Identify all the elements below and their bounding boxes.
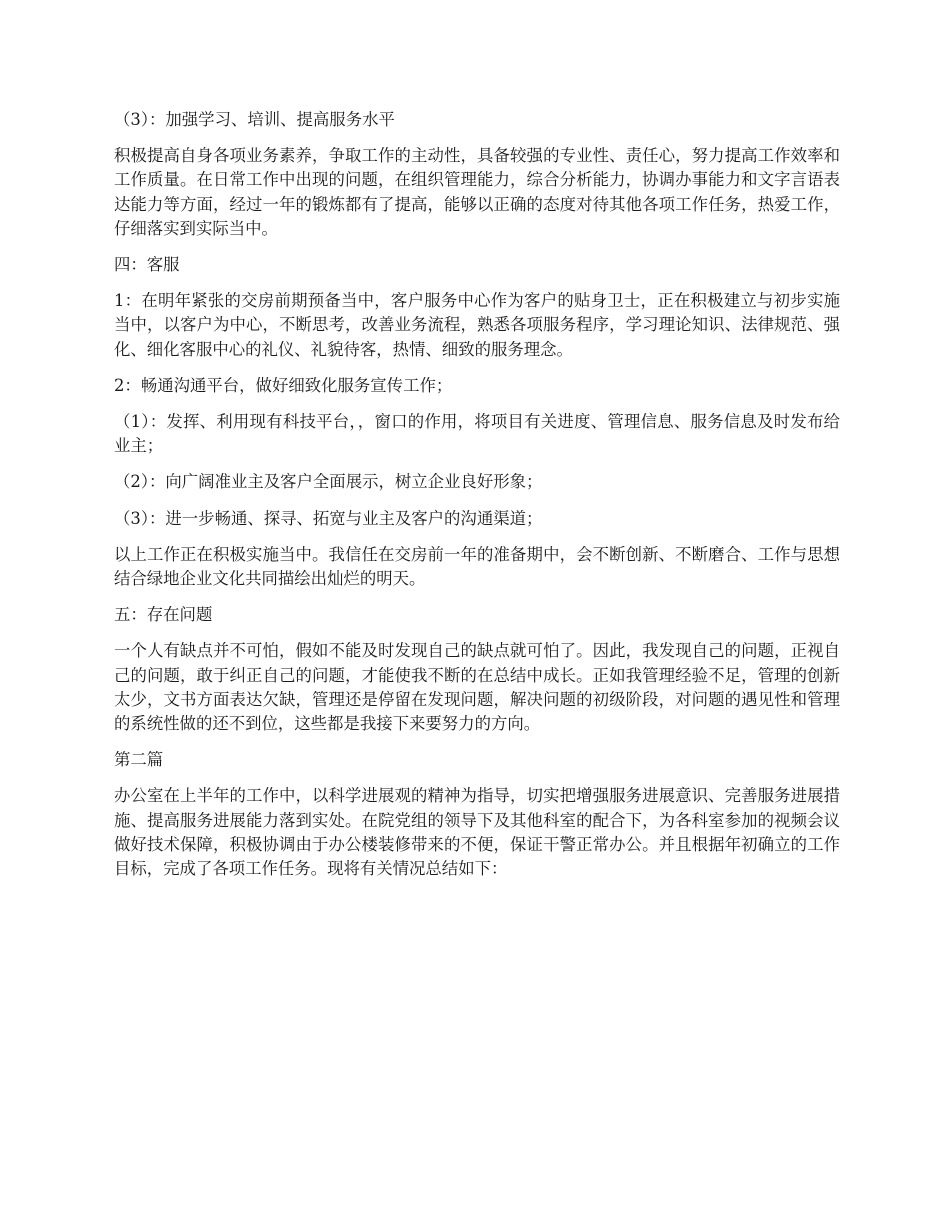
subheading-study-training: （3）：加强学习、培训、提高服务水平 xyxy=(114,110,395,129)
paragraph-implementation: 以上工作正在积极实施当中。我信任在交房前一年的准备期中，会不断创新、不断磨合、工作与思想结合绿地企业文化共同描绘出灿烂的明天。 xyxy=(114,544,840,589)
document-body xyxy=(114,108,840,893)
section-heading-customer-service: 四：客服 xyxy=(114,255,180,275)
paragraph-communication-platform: 2：畅通沟通平台，做好细致化服务宣传工作； xyxy=(114,375,453,395)
list-item-tech-platform: （1）：发挥、利用现有科技平台，，窗口的作用，将项目有关进度、管理信息、服务信息及时发布给业主； xyxy=(114,412,840,456)
list-item-communication-channels: （3）：进一步畅通、探寻、拓宽与业主及客户的沟通渠道； xyxy=(114,508,543,528)
paragraph-customer-service-center: 1：在明年紧张的交房前期预备当中，客户服务中心作为客户的贴身卫士，正在积极建立与初步实施当中，以客户为中心，不断思考，改善业务流程，熟悉各项服务程序，学习理论知识、法律规范、强化、细化客服中心的礼仪、礼貌待客，热情、细致的服务理念。 xyxy=(114,291,840,359)
list-item-corporate-image: （2）：向广阔准业主及客户全面展示，树立企业良好形象； xyxy=(114,472,543,492)
paragraph-problems: 一个人有缺点并不可怕，假如不能及时发现自己的缺点就可怕了。因此，我发现自己的问题，正视自己的问题，敢于纠正自己的问题，才能使我不断的在总结中成长。正如我管理经验不足，管理的创新太少，文书方面表达欠缺，管理还是停留在发现问题，解决问题的初级阶段，对问题的遇见性和管理的系统性做的还不到位，这些都是我接下来要努力的方向。 xyxy=(114,641,840,734)
section-heading-problems: 五：存在问题 xyxy=(114,605,213,625)
paragraph-self-improvement: 积极提高自身各项业务素养，争取工作的主动性，具备较强的专业性、责任心，努力提高工作效率和工作质量。在日常工作中出现的问题，在组织管理能力，综合分析能力，协调办事能力和文字言语表达能力等方面，经过一年的锻炼都有了提高，能够以正确的态度对待其他各项工作任务，热爱工作，仔细落实到实际当中。 xyxy=(114,146,840,238)
section-heading-second-part: 第二篇 xyxy=(114,750,164,770)
paragraph-office-summary: 办公室在上半年的工作中，以科学进展观的精神为指导，切实把增强服务进展意识、完善服务进展措施、提高服务进展能力落到实处。在院党组的领导下及其他科室的配合下，为各科室参加的视频会议做好技术保障，积极协调由于办公楼装修带来的不便，保证干警正常办公。并且根据年初确立的工作目标，完成了各项工作任务。现将有关情况总结如下： xyxy=(114,786,840,879)
